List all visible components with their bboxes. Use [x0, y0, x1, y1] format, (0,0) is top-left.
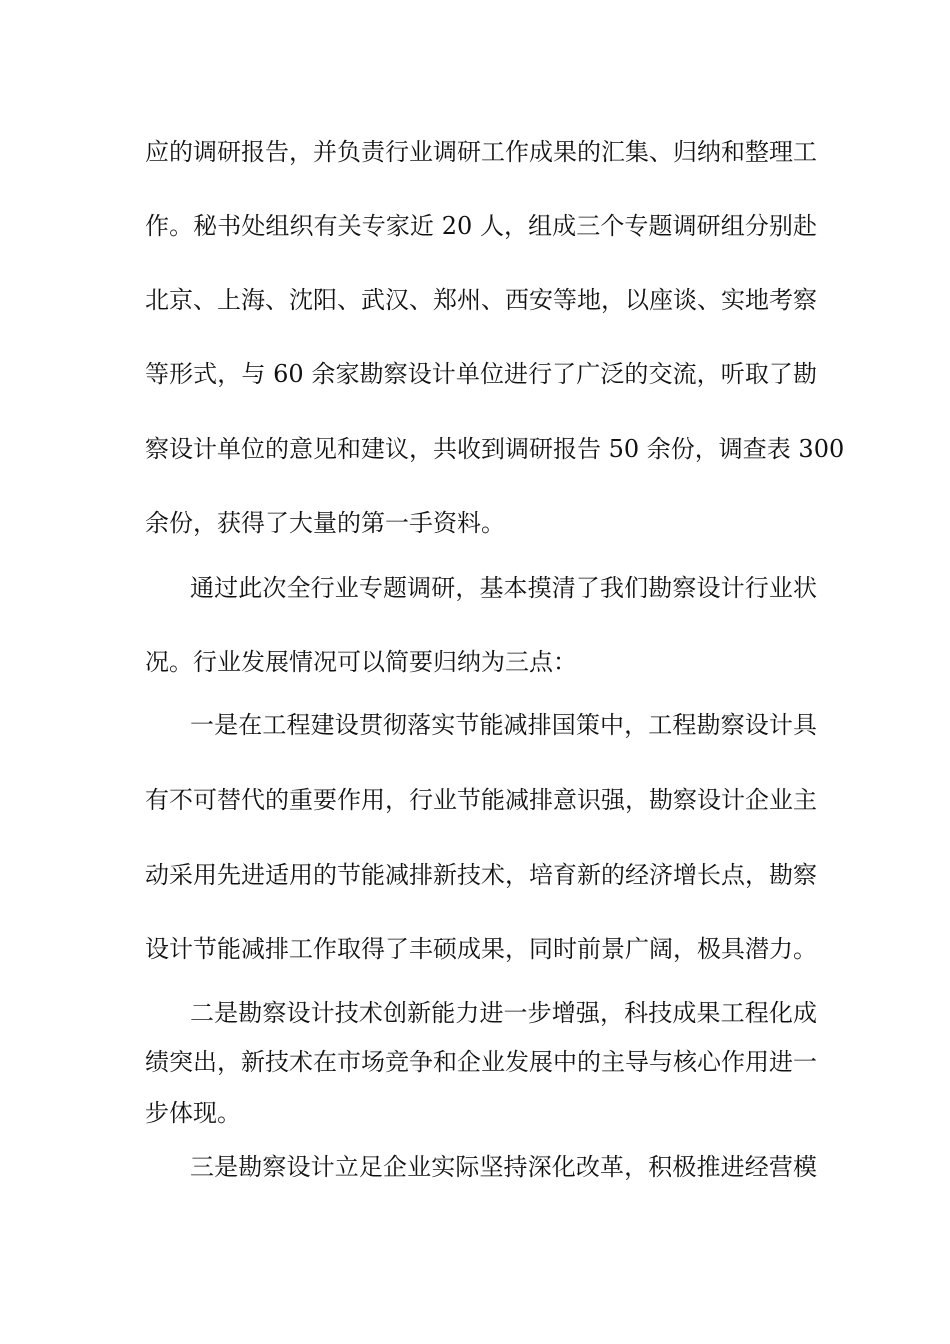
paragraph-line: 应的调研报告，并负责行业调研工作成果的汇集、归纳和整理工 — [145, 138, 817, 166]
paragraph-line: 设计节能减排工作取得了丰硕成果，同时前景广阔，极具潜力。 — [145, 935, 817, 963]
paragraph-line: 步体现。 — [145, 1099, 241, 1127]
paragraph-line: 动采用先进适用的节能减排新技术，培育新的经济增长点，勘察 — [145, 861, 817, 889]
paragraph-line: 等形式，与 60 余家勘察设计单位进行了广泛的交流，听取了勘 — [145, 360, 817, 388]
paragraph-line: 一是在工程建设贯彻落实节能减排国策中，工程勘察设计具 — [190, 711, 817, 739]
paragraph-line: 察设计单位的意见和建议，共收到调研报告 50 余份，调查表 300 — [145, 435, 845, 463]
paragraph-line: 二是勘察设计技术创新能力进一步增强，科技成果工程化成 — [190, 999, 817, 1027]
paragraph-line: 余份，获得了大量的第一手资料。 — [145, 509, 505, 537]
paragraph-line: 北京、上海、沈阳、武汉、郑州、西安等地，以座谈、实地考察 — [145, 286, 817, 314]
paragraph-line: 通过此次全行业专题调研，基本摸清了我们勘察设计行业状 — [190, 574, 817, 602]
paragraph-line: 况。行业发展情况可以简要归纳为三点： — [145, 648, 577, 676]
paragraph-line: 作。秘书处组织有关专家近 20 人，组成三个专题调研组分别赴 — [145, 212, 817, 240]
paragraph-line: 有不可替代的重要作用，行业节能减排意识强，勘察设计企业主 — [145, 786, 817, 814]
paragraph-line: 绩突出，新技术在市场竞争和企业发展中的主导与核心作用进一 — [145, 1048, 817, 1076]
paragraph-line: 三是勘察设计立足企业实际坚持深化改革，积极推进经营模 — [190, 1153, 817, 1181]
